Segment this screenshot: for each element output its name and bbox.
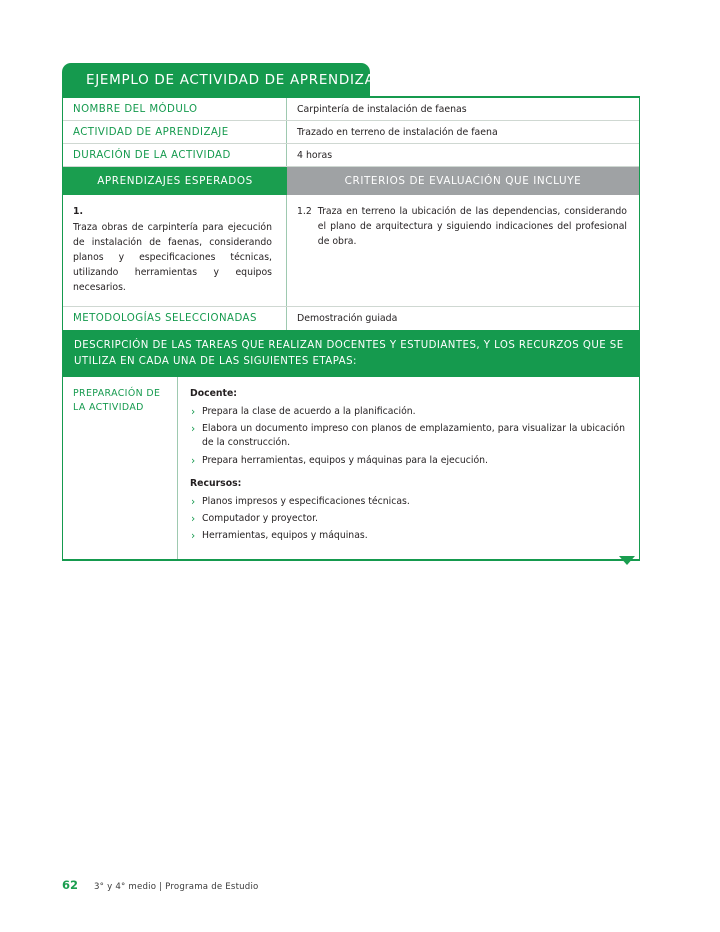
page-number: 62	[62, 878, 79, 892]
teacher-list	[190, 405, 625, 469]
list-item: › Planos impresos y especificaciones técnicas.	[190, 495, 625, 510]
value-nombre-modulo: Carpintería de instalación de faenas	[297, 103, 467, 115]
resources-heading: Recursos:	[190, 478, 242, 490]
criterion-item	[297, 204, 627, 249]
section-header-band	[63, 167, 639, 195]
tasks-section	[62, 377, 640, 561]
activity-table	[62, 96, 640, 331]
criterion-number: 1.2	[297, 206, 312, 217]
table-row	[63, 98, 639, 121]
list-item: › Elabora un documento impreso con planos de emplazamiento, para visualizar la ubicación de la construcción.	[190, 422, 625, 451]
activity-card	[62, 63, 640, 561]
learning-outcome-number: 1.	[73, 206, 84, 217]
table-row	[63, 307, 639, 330]
resources-list	[190, 495, 625, 544]
list-item: › Prepara herramientas, equipos y máquinas para la ejecución.	[190, 454, 625, 469]
learning-outcomes-row	[63, 195, 639, 307]
tasks-content	[178, 377, 639, 559]
continuation-triangle-icon	[619, 556, 635, 565]
value-duracion-actividad: 4 horas	[297, 149, 333, 161]
value-actividad-aprendizaje: Trazado en terreno de instalación de faena	[297, 126, 498, 138]
learning-outcome-text: Traza obras de carpintería para ejecución de instalación de faenas, considerando planos y especificaciones técnicas, utilizando herramientas y equipos necesarios.	[73, 222, 272, 294]
learning-outcome-cell	[63, 195, 287, 306]
list-item: › Herramientas, equipos y máquinas.	[190, 529, 625, 544]
label-nombre-modulo: NOMBRE DEL MÓDULO	[63, 98, 287, 120]
label-actividad-aprendizaje: ACTIVIDAD DE APRENDIZAJE	[63, 121, 287, 143]
value-metodologias: Demostración guiada	[297, 313, 398, 325]
description-band: DESCRIPCIÓN DE LAS TAREAS QUE REALIZAN DOCENTES Y ESTUDIANTES, Y LOS RECURZOS QUE SE UTILIZA EN CADA UNA DE LAS SIGUIENTES ETAPAS:	[62, 331, 640, 377]
header-aprendizajes-esperados: APRENDIZAJES ESPERADOS	[63, 167, 287, 195]
criteria-cell	[287, 195, 639, 306]
list-item: › Computador y proyector.	[190, 512, 625, 527]
label-duracion-actividad: DURACIÓN DE LA ACTIVIDAD	[63, 144, 287, 166]
list-item: › Prepara la clase de acuerdo a la planificación.	[190, 405, 625, 420]
page-title: EJEMPLO DE ACTIVIDAD DE APRENDIZAJE	[86, 71, 389, 88]
label-metodologias: METODOLOGÍAS SELECCIONADAS	[63, 307, 287, 330]
criterion-text: Traza en terreno la ubicación de las dependencias, considerando el plano de arquitectura y siguiendo indicaciones del profesional de obra.	[317, 206, 627, 248]
table-row	[63, 144, 639, 167]
card-header-tab	[62, 63, 389, 96]
stage-label: PREPARACIÓN DE LA ACTIVIDAD	[63, 377, 178, 559]
page-footer	[62, 878, 259, 892]
footer-text: 3° y 4° medio | Programa de Estudio	[94, 882, 259, 892]
teacher-heading: Docente:	[190, 387, 238, 399]
table-row	[63, 121, 639, 144]
header-criterios-evaluacion: CRITERIOS DE EVALUACIÓN QUE INCLUYE	[287, 167, 639, 195]
